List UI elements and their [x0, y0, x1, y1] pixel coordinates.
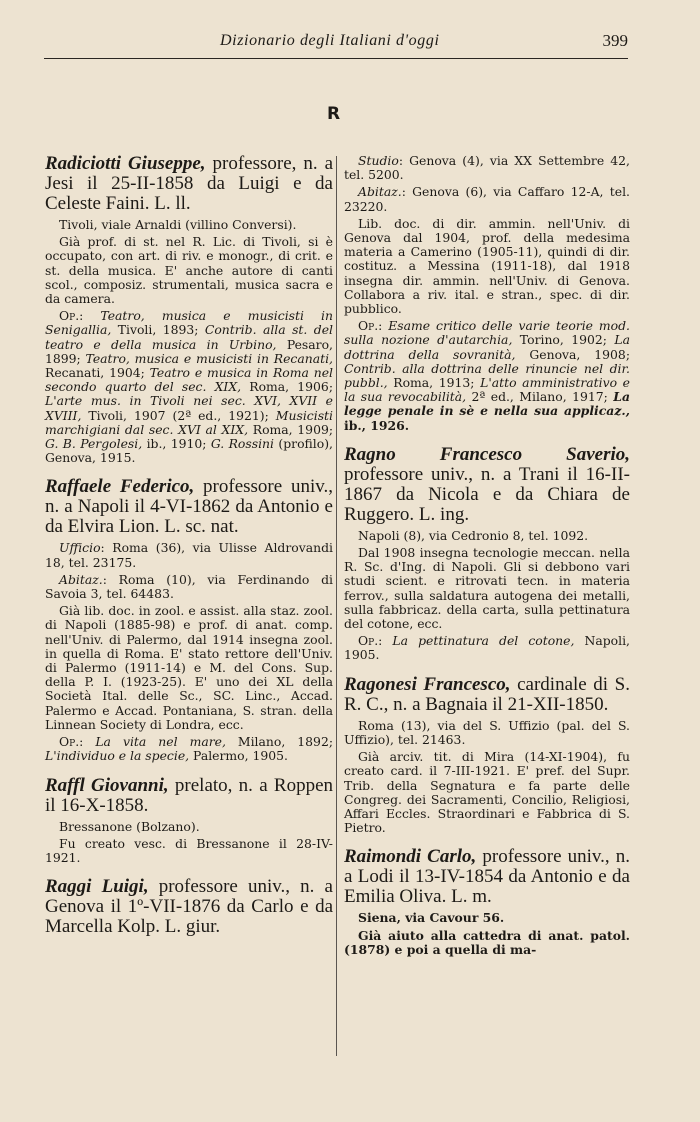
- work-title: La pettinatura del cotone,: [382, 633, 575, 649]
- entry-home: [344, 185, 630, 213]
- work-imprint: Palermo, 1905.: [189, 748, 288, 764]
- entry-headline: [45, 477, 333, 537]
- entry-office: [45, 541, 333, 569]
- entry-address: Siena, via Cavour 56.: [358, 910, 505, 926]
- work-title: La legge penale in sè e nella sua applicaz.,: [344, 389, 630, 419]
- office-address: : Genova (4), via XX Settembre 42, tel. 5200.: [344, 153, 630, 183]
- entry-address: Bressanone (Bolzano).: [59, 818, 200, 834]
- entry-works: [344, 319, 630, 433]
- entry-intro: professore univ., n. a Genova il 1º-VII-1876 da Carlo e da Marcella Kolp. L. giur.: [45, 876, 333, 938]
- office-label: Studio: [358, 153, 399, 168]
- entry-name: Ragno Francesco Saverio,: [344, 443, 630, 465]
- work-imprint: Tivoli, 1893;: [111, 322, 205, 338]
- work-title: G. B. Pergolesi,: [45, 436, 143, 452]
- works-label: Op.:: [358, 318, 383, 334]
- work-imprint: Pesaro, 1899;: [45, 336, 333, 366]
- entry-intro: professore, n. a Jesi il 25-II-1858 da Luigi e da Celeste Faini. L. ll.: [45, 153, 333, 214]
- entry-works: [344, 634, 630, 662]
- entry-intro: prelato, n. a Roppen il 16-X-1858.: [45, 774, 334, 816]
- entry-radiciotti: [45, 154, 333, 465]
- entry-biography: Lib. doc. di dir. ammin. nell'Univ. di Genova dal 1904, prof. della medesima materia a Camerino (1905-11), quindi di dir. costituz. a Messina (1911-18), dal 1918 insegna dir. ammin. nell'Univ. di Genova. Collabora a riv. ital. e stran., spec. di dir. pubblico.: [344, 215, 630, 317]
- entry-headline: [45, 877, 333, 937]
- entry-intro: professore univ., n. a Lodi il 13-IV-1854 da Antonio e da Emilia Oliva. L. m.: [344, 846, 631, 908]
- entry-raggi-continued: [344, 154, 630, 433]
- right-column: [344, 154, 630, 969]
- work-title: L'atto amministrativo e la sua revocabilità,: [344, 375, 630, 405]
- work-title: Teatro, musica e musicisti in Recanati,: [85, 350, 333, 366]
- entry-intro: cardinale di S. R. C., n. a Bagnaia il 21-XII-1850.: [344, 673, 630, 715]
- entry-raffaele: [45, 477, 333, 763]
- entry-name: Radiciotti Giuseppe,: [45, 153, 206, 174]
- work-imprint: Roma, 1909;: [248, 421, 334, 437]
- entry-raimondi: [344, 847, 630, 957]
- column-divider: [336, 156, 337, 1056]
- entry-ragonesi: [344, 675, 630, 836]
- work-imprint: Torino, 1902;: [512, 332, 615, 348]
- office-label: Ufficio: [59, 540, 101, 556]
- home-label: Abitaz.: [358, 184, 402, 200]
- work-title: Esame critico delle varie teorie mod. sulla nozione d'autarchia,: [344, 318, 630, 348]
- work-title: L'arte mus. in Tivoli nei sec. XVI, XVII e XVIII,: [45, 393, 333, 423]
- running-title: Dizionario degli Italiani d'oggi: [220, 32, 440, 49]
- entry-office: [344, 154, 630, 182]
- entry-address: Tivoli, viale Arnaldi (villino Conversi).: [59, 217, 297, 232]
- entry-biography: Già arciv. tit. di Mira (14-XI-1904), fu creato card. il 7-III-1921. E' pref. del Supr. Trib. della Segnatura e fa parte delle Congreg. dei Sacramenti, Concilio, Religiosi, Affari Eccles. Straordinari e Fabbrica di S. Pietro.: [344, 749, 630, 836]
- work-imprint: (profilo), Genova, 1915.: [45, 436, 333, 466]
- home-label: Abitaz.: [59, 571, 103, 587]
- work-title: L'individuo e la specie,: [45, 748, 190, 764]
- entry-name: Raffaele Federico,: [45, 476, 195, 498]
- entry-headline: [344, 445, 630, 525]
- works-label: Op.:: [59, 308, 84, 324]
- entry-biography: Dal 1908 insegna tecnologie meccan. nella R. Sc. d'Ing. di Napoli. Gli si debbono vari studi scient. e ritrovati tecn. in materia ferrov., sulla saldatura autogena dei metalli, sulla fabbricaz. della carta, sulla pettinatura del cotone, ecc.: [344, 545, 630, 632]
- entry-headline: [344, 675, 630, 715]
- work-title: La dottrina della sovranità,: [344, 332, 630, 362]
- entry-biography: Già aiuto alla cattedra di anat. patol. (1878) e poi a quella di ma-: [344, 927, 630, 957]
- work-imprint: Milano, 1892;: [225, 734, 333, 750]
- work-title: Teatro, musica e musicisti in Senigallia,: [45, 308, 333, 338]
- entry-works: [45, 735, 333, 763]
- entry-name: Raggi Luigi,: [45, 876, 149, 898]
- entry-headline: [344, 847, 630, 907]
- work-imprint: Napoli, 1905.: [344, 633, 630, 663]
- left-column: [45, 154, 333, 949]
- work-imprint: ib., 1910;: [142, 436, 211, 452]
- work-title: G. Rossini: [210, 436, 274, 452]
- works-label: Op.:: [358, 633, 383, 649]
- entry-home: [45, 573, 333, 601]
- entry-raffl: [45, 776, 333, 866]
- work-imprint: Recanati, 1904;: [45, 365, 150, 381]
- entry-ragno: [344, 445, 630, 663]
- page-number: 399: [602, 31, 628, 50]
- home-address: : Roma (10), via Ferdinando di Savoia 3, tel. 64483.: [45, 571, 333, 602]
- work-title: Musicisti marchigiani dal sec. XVI al XIX,: [45, 407, 333, 437]
- entry-address: Roma (13), via del S. Uffizio (pal. del S. Uffizio), tel. 21463.: [344, 717, 630, 747]
- section-letter: R: [327, 104, 341, 124]
- work-title: Contrib. alla dottrina delle rinuncie nel dir. pubbl.,: [344, 360, 630, 391]
- entry-headline: [45, 776, 333, 816]
- works-label: Op.:: [59, 734, 84, 750]
- work-imprint: 2ª ed., Milano, 1917;: [466, 389, 614, 405]
- work-title: La vita nel mare,: [83, 734, 226, 750]
- office-address: : Roma (36), via Ulisse Aldrovandi 18, tel. 23175.: [45, 540, 333, 570]
- home-address: : Genova (6), via Caffaro 12-A, tel. 23220.: [344, 184, 630, 214]
- entry-name: Raimondi Carlo,: [344, 846, 477, 868]
- entry-name: Ragonesi Francesco,: [344, 673, 511, 695]
- work-imprint: Tivoli, 1907 (2ª ed., 1921);: [81, 407, 276, 423]
- entry-intro: professore univ., n. a Napoli il 4-VI-1862 da Antonio e da Elvira Lion. L. sc. nat.: [45, 476, 333, 538]
- entry-biography: Già prof. di st. nel R. Lic. di Tivoli, si è occupato, con art. di riv. e monogr., di crit. e st. della musica. E' anche autore di canti scol., composiz. strumentali, musica sacra e da camera.: [45, 234, 333, 307]
- entry-name: Raffl Giovanni,: [45, 774, 169, 796]
- entry-address: Napoli (8), via Cedronio 8, tel. 1092.: [358, 527, 589, 543]
- work-imprint: ib., 1926.: [344, 417, 410, 433]
- work-title: Teatro e musica in Roma nel secondo quarto del sec. XIX,: [45, 365, 333, 395]
- entry-raggi: [45, 877, 333, 937]
- work-title: Contrib. alla st. del teatro e della musica in Urbino,: [45, 322, 333, 352]
- entry-biography: Fu creato vesc. di Bressanone il 28-IV-1921.: [45, 835, 333, 865]
- entry-headline: [45, 154, 333, 214]
- work-imprint: Roma, 1906;: [241, 379, 333, 395]
- entry-intro: professore univ., n. a Trani il 16-II-1867 da Nicola e da Chiara de Ruggero. L. ing.: [344, 463, 630, 525]
- work-imprint: Roma, 1913;: [387, 375, 481, 391]
- entry-works: [45, 309, 333, 465]
- entry-biography: Già lib. doc. in zool. e assist. alla staz. zool. di Napoli (1885-98) e prof. di anat. comp. nell'Univ. di Palermo, dal 1914 insegna zool. in quella di Roma. E' stato rettore dell'Univ. di Palermo (1911-14) e M. del Cons. Sup. della P. I. (1923-25). E' uno dei XL della Società Ital. delle Sc., SC. Linc., Accad. Palermo e Accad. Pontaniana, S. stran. della Linnean Society di Londra, ecc.: [45, 603, 333, 732]
- running-header: [44, 30, 628, 59]
- work-imprint: Genova, 1908;: [515, 346, 630, 362]
